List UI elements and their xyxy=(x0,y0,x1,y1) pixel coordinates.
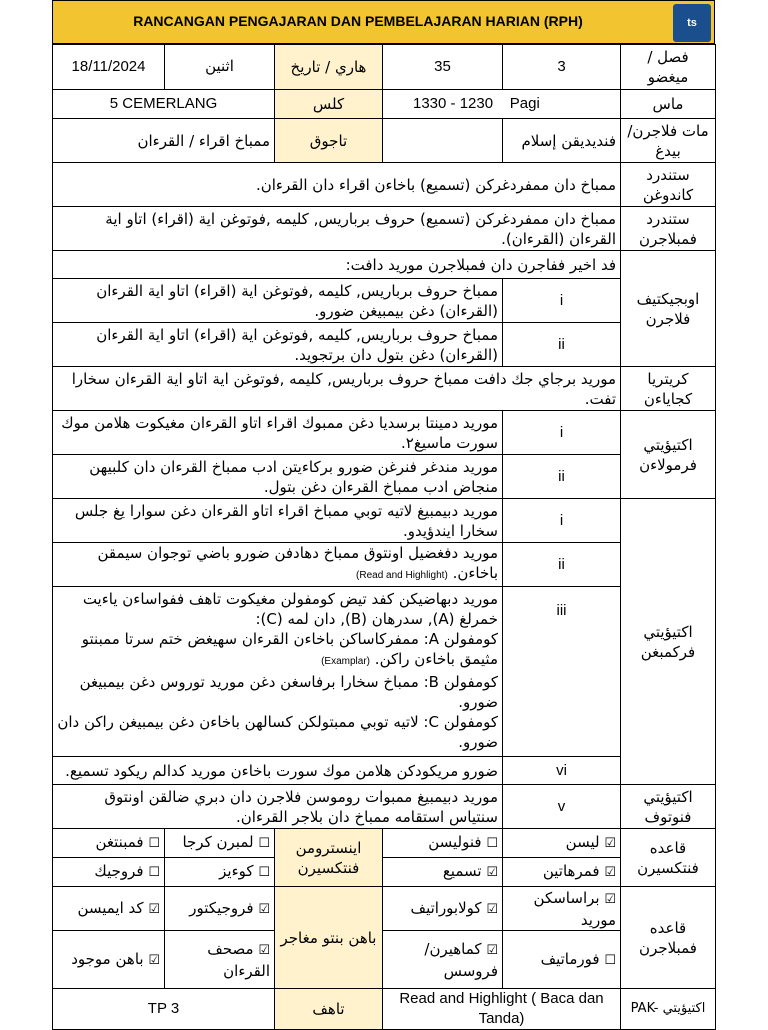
checkbox-checked-icon: ☑ xyxy=(604,836,616,851)
permulaan-label: اكتيؤيتي فرمولاءن xyxy=(621,411,716,499)
row-perkembangan-2 xyxy=(53,543,716,587)
checkbox-checked-icon: ☑ xyxy=(258,942,270,958)
checkbox-icon: ☐ xyxy=(604,952,616,968)
masa-waktu: 1330 - 1230 xyxy=(413,95,494,112)
checkbox-checked-icon: ☑ xyxy=(486,865,498,880)
tahap-value: TP 3 xyxy=(53,989,275,1030)
hari-tarikh-label: هاري / تاريخ xyxy=(275,45,383,90)
row-sp xyxy=(53,207,716,251)
row-kaedah-fasilitasi-1 xyxy=(53,829,716,858)
objektif-label: اوبجيكتيف فلاجرن xyxy=(621,251,716,367)
sk-label: ستندرد كاندوغن xyxy=(621,163,716,207)
instrumen-item: ☐ كوءيز xyxy=(165,858,275,887)
row-kaedah-pembelajaran-2 xyxy=(53,931,716,989)
sp-label: ستندرد فمبلاجرن xyxy=(621,207,716,251)
masa-value xyxy=(383,90,621,119)
rph-table xyxy=(52,44,716,1030)
masa-label: ماس xyxy=(621,90,716,119)
row-penutup xyxy=(53,785,716,829)
kaedah-pembelajaran-item: ☑ كماهيرن/فروسس xyxy=(383,931,503,989)
instrumen-item: ☐ لمبرن كرجا xyxy=(165,829,275,858)
perkembangan-item-no: iii xyxy=(503,587,621,757)
empty-cell xyxy=(383,119,503,163)
penutup-item: موريد دبيمبيغ ممبوات روموسن فلاجرن دان دبري ضالقن اونتوق سنتياس استقامه ممباخ دان بلاجر القرءان. xyxy=(53,785,503,829)
permulaan-item-no: i xyxy=(503,411,621,455)
row-kaedah-pembelajaran-1 xyxy=(53,887,716,931)
perkembangan-item-no: ii xyxy=(503,543,621,587)
tajuk-label: تاجوق xyxy=(275,119,383,163)
kaedah-fasilitasi-label: قاعده فنتكسيرن xyxy=(621,829,716,887)
kelas-value: 5 CEMERLANG xyxy=(53,90,275,119)
row-permulaan-2 xyxy=(53,455,716,499)
kriteria-value: موريد برجاي جك دافت ممباخ حروف برباريس, كليمه ,فوتوغن اية اتاو اية القرءان سخارا تفت. xyxy=(53,367,621,411)
kaedah-fasilitasi-item: ☑ ليسن xyxy=(503,829,621,858)
row-objektif-intro xyxy=(53,251,716,279)
row-subjek xyxy=(53,119,716,163)
kumpulan-c: كومفولن C: لاتيه توبي ممبتولكن كسالهن باخاءن دغن بيمبيغن راكن دان ضورو. xyxy=(57,713,498,751)
row-sk xyxy=(53,163,716,207)
permulaan-item: موريد مندغر فنرغن ضورو بركاءيتن ادب ممباخ القرءان دان كلبيهن منجاض ادب ممباخ القرءان دغن بتول. xyxy=(53,455,503,499)
row-objektif-1 xyxy=(53,279,716,323)
kaedah-fasilitasi-item: ☑ تسميع xyxy=(383,858,503,887)
row-fasl xyxy=(53,45,716,90)
instrumen-item: ☐ فمبنتغن xyxy=(53,829,165,858)
checkbox-checked-icon: ☑ xyxy=(604,865,616,880)
row-pak xyxy=(53,989,716,1030)
kelas-label: كلس xyxy=(275,90,383,119)
checkbox-checked-icon: ☑ xyxy=(258,901,270,917)
hari-value: اثنين xyxy=(165,45,275,90)
page-title: RANCANGAN PENGAJARAN DAN PEMBELAJARAN HARIAN (RPH) xyxy=(133,13,583,29)
checkbox-checked-icon: ☑ xyxy=(604,891,616,907)
permulaan-item-no: ii xyxy=(503,455,621,499)
masa-sesi: Pagi xyxy=(509,95,540,112)
kumpulan-a: كومفولن A: ممفركاساكن باخاءن القرءان سهيغض ختم سرتا ممبنتو مثيمق باخاءن راكن. (Examplar) xyxy=(81,630,498,668)
perkembangan-item: موريد دبيمبيغ لاتيه توبي ممباخ اقراء اتاو القرءان دغن سوارا يغ جلس سخارا ايندؤيدو. xyxy=(53,499,503,543)
sp-value: ممباخ دان ممفردغركن (تسميع) حروف برباريس, كليمه ,فوتوغن اية (اقراء) اتاو اية القرءان (القرءان). xyxy=(53,207,621,251)
fasl-label: فصل / ميغضو xyxy=(621,45,716,90)
kaedah-fasilitasi-item: ☑ فمرهاتين xyxy=(503,858,621,887)
row-kriteria xyxy=(53,367,716,411)
subjek-label: مات فلاجرن/ بيدغ xyxy=(621,119,716,163)
penutup-item-no: v xyxy=(503,785,621,829)
bbm-label: باهن بنتو مغاجر xyxy=(275,887,383,989)
bbm-item: ☑ باهن موجود xyxy=(53,931,165,989)
kaedah-pembelajaran-label: قاعده فمبلاجرن xyxy=(621,887,716,989)
kaedah-pembelajaran-item: ☑ كولابوراتيف xyxy=(383,887,503,931)
row-objektif-2 xyxy=(53,323,716,367)
subjek-value: فنديديقن إسلام xyxy=(503,119,621,163)
title-bar xyxy=(52,0,715,44)
kriteria-label: كريتريا كجاياءن xyxy=(621,367,716,411)
checkbox-icon: ☐ xyxy=(258,836,270,851)
row-kaedah-fasilitasi-2 xyxy=(53,858,716,887)
perkembangan-item: ضورو مريكودكن هلامن موك سورت باخاءن موريد كدالم ريكود تسميع. xyxy=(53,757,503,785)
perkembangan-note: (Read and Highlight) xyxy=(356,570,448,581)
perkembangan-item-no: vi xyxy=(503,757,621,785)
checkbox-checked-icon: ☑ xyxy=(148,901,160,917)
perkembangan-label: اكتيؤيتي فركمبغن xyxy=(621,499,716,785)
kaedah-pembelajaran-item: ☑ براساسكن موريد xyxy=(503,887,621,931)
checkbox-icon: ☐ xyxy=(258,865,270,880)
row-masa xyxy=(53,90,716,119)
penutup-label: اكتيؤيتي فنوتوف xyxy=(621,785,716,829)
objektif-item: ممباخ حروف برباريس, كليمه ,فوتوغن اية (اقراء) اتاو اية القرءان (القرءان) دغن بيمبيغن ضورو. xyxy=(53,279,503,323)
objektif-item-no: i xyxy=(503,279,621,323)
instrumen-label: اينسترومن فنتكسيرن xyxy=(275,829,383,887)
objektif-intro: فد اخير ففاجرن دان فمبلاجرن موريد دافت: xyxy=(53,251,621,279)
perkembangan-item: موريد دبهاضيكن كفد تيض كومفولن مغيكوت تاهف ففواساءن ياءيت خمرلغ (A), سدرهان (B), دان لمه (C): كومفولن A: ممفركاساكن باخاءن القرءان سهيغض ختم سرتا ممبنتو مثيمق باخاءن راكن. (Examplar) كومفولن B: ممباخ سخارا برفاسغن دغن موريد توروس دغن بيمبيغن ضورو. كومفولن C: لاتيه توبي ممبتولكن كسالهن باخاءن دغن بيمبيغن راكن دان ضورو. xyxy=(53,587,503,757)
bbm-item: ☑ مصحف القرءان xyxy=(165,931,275,989)
sk-value: ممباخ دان ممفردغركن (تسميع) باخاءن اقراء دان القرءان. xyxy=(53,163,621,207)
checkbox-icon: ☐ xyxy=(148,865,160,880)
permulaan-item: موريد دمينتا برسديا دغن ممبوك اقراء اتاو القرءان مغيكوت هلامن موك سورت ماسيغ٢. xyxy=(53,411,503,455)
perkembangan-item: موريد دفغضيل اونتوق ممباخ دهادفن ضورو باضي توجوان سيمقن باخاءن. (Read and Highlight) xyxy=(53,543,503,587)
pak-activity: Read and Highlight ( Baca dan Tanda) xyxy=(383,989,621,1030)
instrumen-item: ☐ فروجيك xyxy=(53,858,165,887)
pak-label: PAK- اكتيؤيتي xyxy=(621,989,716,1030)
checkbox-icon: ☐ xyxy=(486,836,498,851)
bbm-item: ☑ كد ايميسن xyxy=(53,887,165,931)
checkbox-checked-icon: ☑ xyxy=(148,952,160,968)
kumpulan-b: كومفولن B: ممباخ سخارا برفاسغن دغن موريد توروس دغن بيمبيغن ضورو. xyxy=(79,673,498,711)
objektif-item: ممباخ حروف برباريس, كليمه ,فوتوغن اية (اقراء) اتاو اية القرءان (القرءان) دغن بتول دان برتجويد. xyxy=(53,323,503,367)
checkbox-checked-icon: ☑ xyxy=(486,942,498,958)
tarikh-value: 18/11/2024 xyxy=(53,45,165,90)
hari-ke-value: 35 xyxy=(383,45,503,90)
row-perkembangan-1 xyxy=(53,499,716,543)
checkbox-checked-icon: ☑ xyxy=(486,901,498,917)
kaedah-fasilitasi-item: ☐ فنوليسن xyxy=(383,829,503,858)
objektif-item-no: ii xyxy=(503,323,621,367)
checkbox-icon: ☐ xyxy=(148,836,160,851)
row-permulaan-1 xyxy=(53,411,716,455)
kaedah-pembelajaran-item: ☐ فورماتيف xyxy=(503,931,621,989)
bbm-item: ☑ فروجيكتور xyxy=(165,887,275,931)
minggu-value: 3 xyxy=(503,45,621,90)
school-logo: ts xyxy=(673,4,711,42)
perkembangan-item-no: i xyxy=(503,499,621,543)
tahap-label: تاهف xyxy=(275,989,383,1030)
row-perkembangan-4 xyxy=(53,757,716,785)
tajuk-value: ممباخ اقراء / القرءان xyxy=(53,119,275,163)
row-perkembangan-3 xyxy=(53,587,716,757)
